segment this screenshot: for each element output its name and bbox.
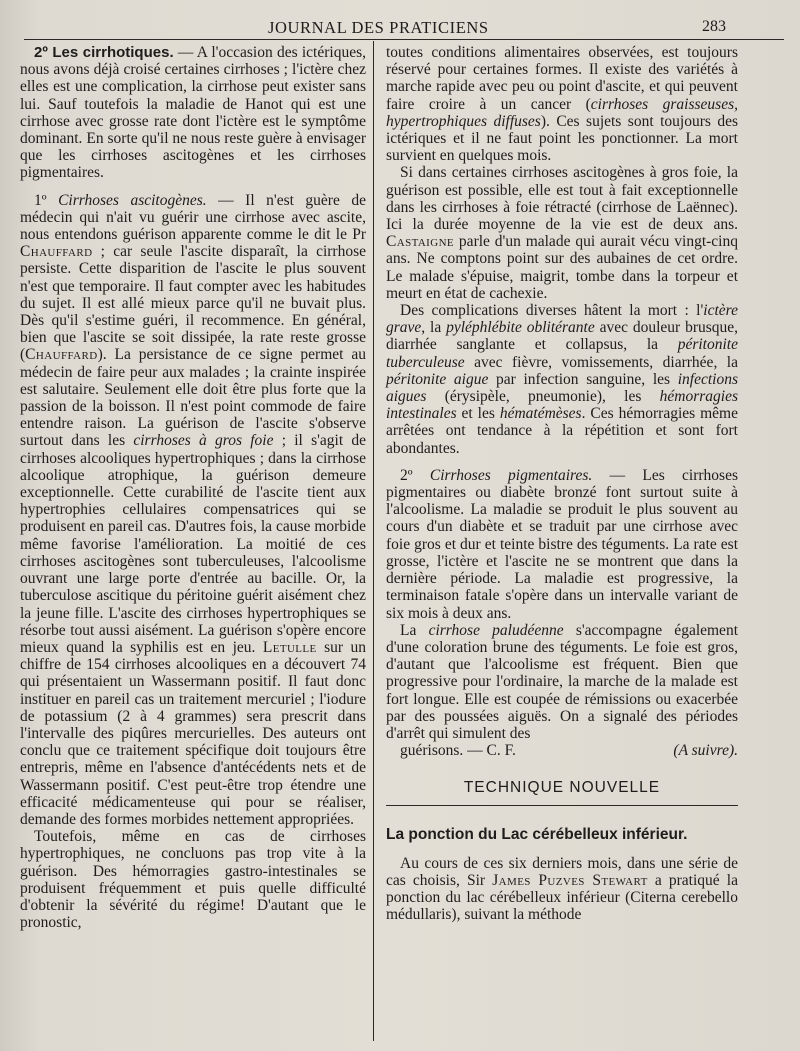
paragraph-cirrhotiques: 2º Les cirrhotiques. — A l'occasion des ictériques, nous avons déjà croisé certaines cirrhoses ; l'ictère chez elles est une complication, la cirrhose peut exister sans lui. Sauf toutefois la maladie de Hanot qui est une cirrhose avec grosse rate dont l'ictère est le symptôme dominant. En sorte qu'il ne nous reste guère à envisager que les cirrhoses ascitogènes et les cirrhoses pigmentaires. [20, 44, 366, 182]
header-rule [24, 39, 784, 40]
paragraph-complications: Des complications diverses hâtent la mort : l'ictère grave, la pyléphlébite oblitérante avec douleur brusque, diarrhée sanglante et collapsus, la péritonite tuberculeuse avec fièvre, vomissements, diarrhée, la péritonite aigue par infection sanguine, les infections aigues (érysipèle, pneumonie), les hémorragies intestinales et les hématémèses. Ces hémorragies même arrêtées ont tendance à la répétition et sont fort abondantes. [386, 302, 739, 457]
signature-line [386, 742, 738, 759]
subsection-label-ascitogenes: Cirrhoses ascitogènes. [58, 191, 207, 209]
paragraph-cirrhose-paludeenne: La cirrhose paludéenne s'accompagne également d'une coloration brune des téguments. Le foie est gros, d'autant que l'alcoolisme est fréquent. Bien que progressive pour l'ordinaire, la marche de la malade est fort longue. Elle est coupée de rémissions ou exacerbée par des poussées aiguës. On a signalé des périodes d'arrêt qui simulent des [386, 621, 738, 742]
section-rule [386, 805, 738, 806]
article-title: La ponction du Lac cérébelleux inférieur. [386, 825, 688, 843]
journal-title: JOURNAL DES PRATICIENS [268, 18, 489, 37]
running-header [0, 14, 800, 40]
paragraph-cirrhoses-ascitogenes: 1º Cirrhoses ascitogènes. — Il n'est guère de médecin qui n'ait vu guérir une cirrhose avec ascite, nous entendons guérison apparente comme le dit le Pr Chauffard ; car seule l'ascite disparaît, la cirrhose persiste. Cette disparition de l'ascite le plus souvent n'est que temporaire. Il faut compter avec les habitudes du sujet. Il est allé mieux parce qu'il ne buvait plus. Dès qu'il s'estime guéri, il recommence. En général, bien que l'ascite se soit dissipée, la rate reste grosse (Chauffard). La persistance de ce signe permet au médecin de faire peur aux malades ; la crainte inspirée est salutaire. Seulement elle doit être plus forte que la passion de la boisson. Il n'est point commode de faire entendre raison. La guérison de l'ascite s'observe surtout dans les cirrhoses à gros foie ; il s'agit de cirrhoses alcooliques hypertrophiques ; dans la cirrhose alcoolique atrophique, la guérison demeure exceptionnelle. Cette curabilité de l'ascite tient aux hypertrophies cellulaires compensatrices qui se produisent en pareil cas. D'autres fois, la cause morbide même favorise l'amélioration. La moitié de ces cirrhoses ascitogènes sont tuberculeuses, l'alcoolisme ouvrant une large porte d'entrée au bacille. Or, la tuberculose ascitique du péritoine guérit aisément chez la jeune fille. L'ascite des cirrhoses hypertrophiques se résorbe tout aussi aisément. La guérison s'opère encore mieux quand la syphilis est en jeu. Letulle sur un chiffre de 154 cirrhoses alcooliques en a découvert 74 qui présentaient un Wassermann positif. Il faut donc instituer en pareil cas un traitement mercuriel ; l'iodure de potassium (2 à 4 grammes) sera prescrit dans l'intervalle des piqûres mercurielles. Des auteurs ont conclu que ce traitement spécifique doit toujours être entrepris, même en l'absence d'antécédents nets et de Wassermann positif. C'est peut-être trop étendre une efficacité médicamenteuse qui pour se réaliser, demande des formes morbides nettement appropriées. [20, 191, 366, 828]
section-label-cirrhotiques: 2º Les cirrhotiques. [34, 44, 174, 61]
subsection-label-pigmentaires: Cirrhoses pigmentaires. [429, 466, 593, 484]
paragraph-guerison: Si dans certaines cirrhoses ascitogènes à gros foie, la guérison est possible, elle est tout à fait exceptionnelle dans les cirrhoses à foie rétracté (cirrhose de Laënnec). Ici la durée moyenne de la vie est de deux ans. Castaigne parle d'un malade qui aurait vécu vingt-cinq ans. Ne comptons point sur des aubaines de cet ordre. Le malade s'épuise, maigrit, tombe dans la torpeur et meurt en état de cachexie. [386, 164, 738, 302]
author-name: Castaigne [386, 233, 455, 251]
author-name: Chauffard [25, 346, 98, 364]
paragraph-cirrhoses-pigmentaires: 2º Cirrhoses pigmentaires. — Les cirrhoses pigmentaires ou diabète bronzé font surtout suite à l'alcoolisme. La maladie se produit le plus souvent au cours d'un diabète et se traduit par une cirrhose avec foie gros et dur et teinte bistre des téguments. La rate est grosse, l'ictère et l'ascite ne se montrent que dans la dernière période. La maladie est progressive, la terminaison fatale s'opère dans un intervalle variant de six mois à deux ans. [386, 466, 738, 622]
to-be-continued: (A suivre). [673, 742, 738, 760]
signature: guérisons. — C. F. [400, 742, 516, 760]
paragraph-continuation: toutes conditions alimentaires observées, est toujours réservé pour certaines formes. Il existe des variétés à marche rapide avec peu ou point d'ascite, et qui peuvent faire croire à un cancer (cirrhoses graisseuses, hypertrophiques diffuses). Ces sujets sont toujours des ictériques et il ne faut point les ponctionner. La mort survient en quelques mois. [386, 44, 739, 165]
author-name: James Puzves Stewart [492, 871, 648, 889]
section-heading: TECHNIQUE NOUVELLE [463, 779, 661, 797]
paragraph-toutefois: Toutefois, même en cas de cirrhoses hypertrophiques, ne concluons pas trop vite à la guérison. Des hémorragies gastro-intestinales se produisent fréquemment et puis quelle difficulté d'obtenir la sévérité du régime! D'autant que le pronostic, [20, 828, 366, 932]
right-column [386, 44, 738, 924]
author-name: Chauffard [20, 243, 93, 261]
paragraph-ponction: Au cours de ces six derniers mois, dans une série de cas choisis, Sir James Puzves Stewart a pratiqué la ponction du lac cérébelleux inférieur (Citerna cerebello médullaris), suivant la méthode [386, 854, 738, 924]
page-number: 283 [702, 18, 726, 35]
author-name: Letulle [262, 638, 317, 656]
left-column [20, 44, 366, 931]
column-divider [373, 41, 374, 1041]
